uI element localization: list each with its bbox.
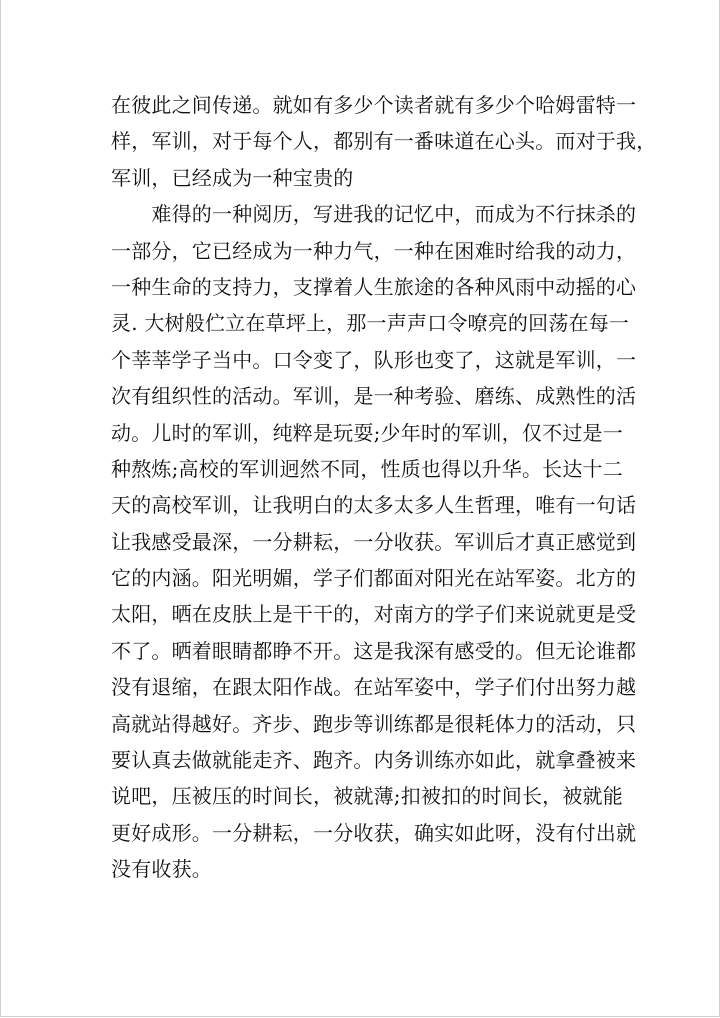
body-text: [111, 87, 657, 888]
text-line: 难得的一种阅历，写进我的记忆中，而成为不行抹杀的: [111, 202, 637, 227]
text-line: 样，军训，对于每个人，都别有一番味道在心头。而对于我，: [111, 129, 657, 154]
text-line: 没有收获。: [111, 857, 212, 882]
text-line: 一部分，它已经成为一种力气，一种在困难时给我的动力，: [111, 238, 637, 263]
text-line: 更好成形。一分耕耘，一分收获，确实如此呀，没有付出就: [111, 820, 637, 845]
text-line: 灵. 大树般伫立在草坪上，那一声声口令嘹亮的回荡在每一: [111, 311, 630, 336]
text-line: 它的内涵。阳光明媚，学子们都面对阳光在站军姿。北方的: [111, 566, 637, 591]
text-line: 不了。晒着眼睛都睁不开。这是我深有感受的。但无论谁都: [111, 638, 637, 663]
text-line: 说吧，压被压的时间长，被就薄;扣被扣的时间长，被就能: [111, 784, 623, 809]
text-line: 军训，已经成为一种宝贵的: [111, 165, 354, 190]
text-line: 高就站得越好。齐步、跑步等训练都是很耗体力的活动，只: [111, 711, 637, 736]
text-line: 太阳，晒在皮肤上是干干的，对南方的学子们来说就更是受: [111, 602, 637, 627]
text-line: 在彼此之间传递。就如有多少个读者就有多少个哈姆雷特一: [111, 93, 637, 117]
text-line: 一种生命的支持力，支撑着人生旅途的各种风雨中动摇的心: [111, 274, 637, 299]
text-line: 没有退缩，在跟太阳作战。在站军姿中，学子们付出努力越: [111, 675, 637, 700]
text-line: 次有组织性的活动。军训，是一种考验、磨练、成熟性的活: [111, 384, 637, 409]
text-line: 动。儿时的军训，纯粹是玩耍;少年时的军训，仅不过是一: [111, 420, 623, 445]
text-line: 天的高校军训，让我明白的太多太多人生哲理，唯有一句话: [111, 493, 637, 518]
text-line: 种熬炼;高校的军训迥然不同，性质也得以升华。长达十二: [111, 456, 623, 481]
text-line: 让我感受最深，一分耕耘，一分收获。军训后才真正感觉到: [111, 529, 637, 554]
text-line: 要认真去做就能走齐、跑齐。内务训练亦如此，就拿叠被来: [111, 748, 637, 773]
text-line: 个莘莘学子当中。口令变了，队形也变了，这就是军训，一: [111, 347, 637, 372]
